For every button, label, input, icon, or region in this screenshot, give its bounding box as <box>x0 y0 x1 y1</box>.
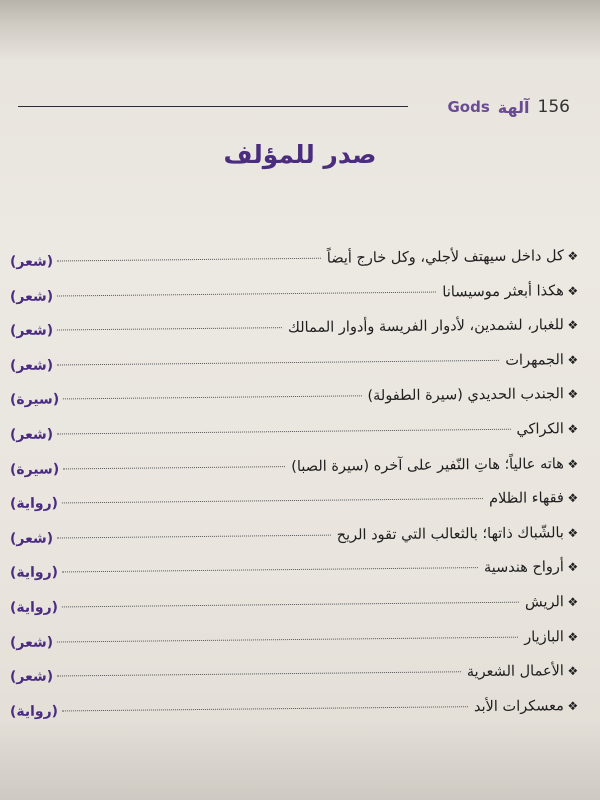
work-genre: (شعر) <box>9 288 54 305</box>
running-header <box>18 96 570 118</box>
work-genre: (شعر) <box>9 668 54 686</box>
work-title: كل داخل سيهتف لأجلي، وكل خارج أيضاً <box>326 248 564 267</box>
bullet-icon: ❖ <box>567 664 579 679</box>
list-item <box>10 248 582 289</box>
work-genre: (رواية) <box>9 703 59 720</box>
work-genre: (سيرة) <box>9 461 60 478</box>
work-title: هكذا أبعثر موسيسانا <box>442 282 564 301</box>
list-item <box>10 421 582 462</box>
dot-leader <box>62 602 519 608</box>
work-title: الريش <box>524 594 564 611</box>
work-genre: (سيرة) <box>9 391 60 409</box>
work-genre: (رواية) <box>9 564 59 582</box>
bullet-icon: ❖ <box>567 456 579 471</box>
list-item <box>10 386 582 427</box>
work-genre: (شعر) <box>9 634 54 651</box>
work-genre: (شعر) <box>9 253 54 270</box>
bullet-icon: ❖ <box>567 352 579 367</box>
bullet-icon: ❖ <box>567 491 579 506</box>
work-title: الأعمال الشعرية <box>466 663 564 681</box>
series-english: Gods <box>447 98 490 116</box>
dot-leader <box>57 258 321 262</box>
list-item <box>10 663 582 704</box>
bullet-icon: ❖ <box>567 249 579 264</box>
bullet-icon: ❖ <box>567 525 579 540</box>
list-item <box>10 594 582 635</box>
header-rule <box>18 106 408 107</box>
bullet-icon: ❖ <box>567 283 579 298</box>
work-genre: (شعر) <box>9 322 54 340</box>
dot-leader <box>57 429 510 435</box>
list-item <box>10 317 582 358</box>
dot-leader <box>57 534 331 538</box>
works-list <box>10 248 582 732</box>
bullet-icon: ❖ <box>567 560 579 575</box>
work-genre: (رواية) <box>9 599 59 616</box>
dot-leader <box>63 466 285 469</box>
list-item <box>10 698 582 739</box>
work-title: بالشّباك ذاتها؛ بالثعالب التي تقود الريح <box>336 524 564 544</box>
bullet-icon: ❖ <box>567 422 579 437</box>
work-title: للغبار، لشمدين، لأدوار الفريسة وأدوار الممالك <box>287 317 564 337</box>
dot-leader <box>63 396 361 400</box>
list-item <box>10 490 582 531</box>
header-text <box>447 96 570 118</box>
page-title: صدر للمؤلف <box>223 140 377 169</box>
dot-leader <box>62 498 483 503</box>
dot-leader <box>57 360 499 366</box>
work-genre: (شعر) <box>9 530 54 547</box>
dot-leader <box>57 636 518 642</box>
work-title: فقهاء الظلام <box>489 490 564 508</box>
work-title: الجمهرات <box>505 351 564 369</box>
bullet-icon: ❖ <box>567 629 579 644</box>
dot-leader <box>57 327 282 330</box>
work-title: أرواح هندسية <box>483 559 564 577</box>
series-arabic: آلهة <box>497 97 530 117</box>
page-binding-shadow <box>0 0 600 60</box>
work-title: معسكرات الأبد <box>473 697 564 715</box>
work-title: الكراكي <box>516 421 564 438</box>
page-number: 156 <box>537 97 570 117</box>
list-item <box>10 559 582 600</box>
work-title: البازيار <box>524 628 564 646</box>
dot-leader <box>62 706 468 711</box>
work-genre: (رواية) <box>9 495 59 513</box>
dot-leader <box>57 671 461 676</box>
work-title: الجندب الحديدي (سيرة الطفولة) <box>367 386 564 405</box>
work-title: هاته عالياً؛ هاتِ النّفير على آخره (سيرة الصبا) <box>291 455 564 475</box>
work-genre: (شعر) <box>9 426 54 443</box>
dot-leader <box>62 567 478 572</box>
bullet-icon: ❖ <box>567 594 579 610</box>
bullet-icon: ❖ <box>567 698 579 713</box>
bullet-icon: ❖ <box>567 318 579 333</box>
dot-leader <box>57 291 436 296</box>
work-genre: (شعر) <box>9 357 54 374</box>
bullet-icon: ❖ <box>567 387 579 402</box>
